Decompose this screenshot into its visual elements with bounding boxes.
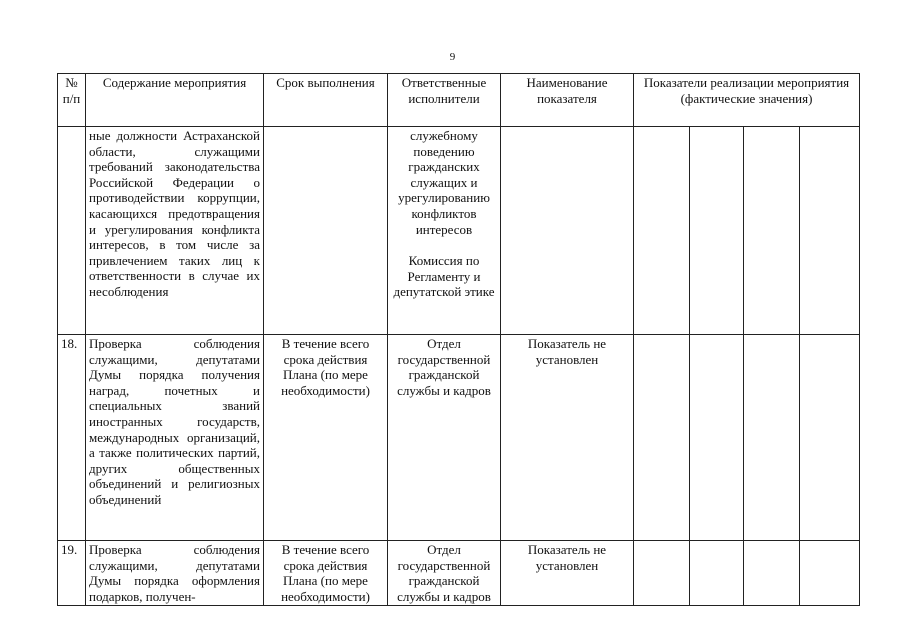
page-number: 9: [449, 51, 456, 63]
indicator-value-cell: [690, 127, 744, 335]
header-indicators: Показатели реализации мероприятия (фактические значения): [634, 74, 860, 127]
header-term: Срок выполнения: [264, 74, 388, 127]
indicator-value-cell: [800, 335, 860, 541]
executors-text-2: Комиссия по Регламенту и депутатской этике: [393, 253, 495, 300]
row-num: [58, 127, 86, 335]
header-row: [58, 74, 860, 127]
row-num: 18.: [58, 335, 86, 541]
header-content: Содержание мероприятия: [86, 74, 264, 127]
row-content: Проверка соблюдения служащими, депутатами Думы порядка оформления подарков, получен-: [86, 541, 264, 606]
row-term: В течение всего срока действия Плана (по мере необходимости): [264, 541, 388, 606]
indicator-value-cell: [690, 541, 744, 606]
header-indicator-name: Наименование показателя: [501, 74, 634, 127]
row-indicator-name: Показатель не установлен: [501, 335, 634, 541]
row-term: В течение всего срока действия Плана (по мере необходимости): [264, 335, 388, 541]
row-executors: [388, 127, 501, 335]
table-row: [58, 335, 860, 541]
indicator-value-cell: [744, 335, 800, 541]
row-executors: Отдел государственной гражданской службы и кадров: [388, 335, 501, 541]
activities-table: [57, 73, 860, 606]
table-row: [58, 127, 860, 335]
row-term: [264, 127, 388, 335]
row-indicator-name: Показатель не установлен: [501, 541, 634, 606]
indicator-value-cell: [634, 127, 690, 335]
header-num: № п/п: [58, 74, 86, 127]
indicator-value-cell: [744, 541, 800, 606]
header-executors: Ответственные исполнители: [388, 74, 501, 127]
indicator-value-cell: [634, 335, 690, 541]
table-row: [58, 541, 860, 606]
row-content: Проверка соблюдения служащими, депутатами Думы порядка получения наград, почетных и специальных званий иностранных государств, международных организаций, а также политических партий, других общественных объединений и религиозных объединений: [86, 335, 264, 541]
indicator-value-cell: [690, 335, 744, 541]
indicator-value-cell: [800, 127, 860, 335]
row-indicator-name: [501, 127, 634, 335]
row-executors: Отдел государственной гражданской службы и кадров: [388, 541, 501, 606]
indicator-value-cell: [634, 541, 690, 606]
row-num: 19.: [58, 541, 86, 606]
executors-text: служебному поведению гражданских служащих и урегулированию конфликтов интересов: [398, 128, 490, 237]
row-content: ные должности Астраханской области, служащими требований законодательства Российской Федерации о противодействии коррупции, касающихся предотвращения и урегулирования конфликта интересов, в том числе за привлечением таких лиц к ответственности в случае их несоблюдения: [86, 127, 264, 335]
indicator-value-cell: [744, 127, 800, 335]
indicator-value-cell: [800, 541, 860, 606]
